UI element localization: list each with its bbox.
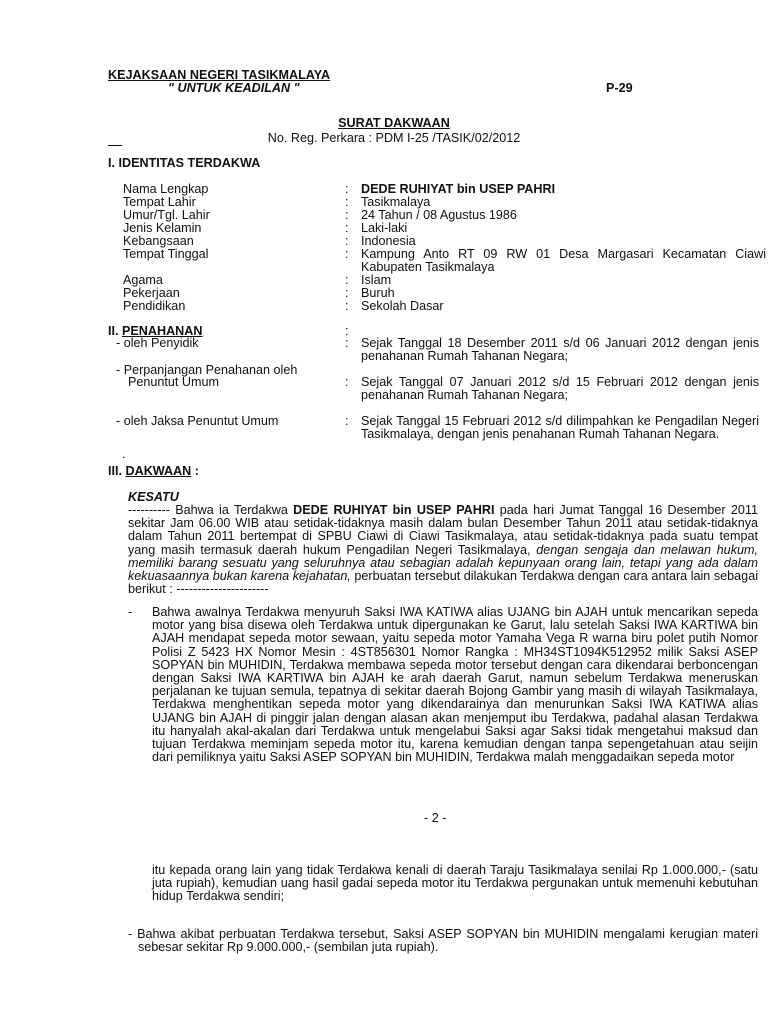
detention-label: - oleh Penyidik [116,336,199,350]
identity-label: Pekerjaan [123,286,180,300]
section3-heading-suffix: : [191,464,199,478]
colon: : [345,208,349,222]
identity-label: Umur/Tgl. Lahir [123,208,210,222]
section3-heading-text: DAKWAAN [125,464,192,478]
identity-value: Laki-laki [361,221,408,235]
charge-details: pada hari Jumat Tanggal 16 Desember 2011 sekitar Jam 06.00 WIB atau setidak-tidaknya masih dalam bulan Desember Tahun 2011 atau setidak-tidaknya dalam Tahun 2011 bertempat di SPBU Ciawi di Ciawi Tasikmalaya, atau setidak-tidaknya pada suatu tempat yang masih termasuk daerah hukum Pengadilan Negeri Tasikmalaya, [128,503,758,557]
section1-heading-text: I. IDENTITAS TERDAKWA [108,156,261,170]
identity-label: Pendidikan [123,299,186,313]
charge-kesatu: KESATU [128,490,179,504]
detention-label: Penuntut Umum [128,375,219,389]
heading-stub [108,145,122,146]
colon: : [345,375,349,389]
charge-legal-element: dengan sengaja dan melawan hukum, memiliki barang sesuatu yang seluruhnya atau sebagian adalah kepunyaan orang lain, tetapi yang ada dalam kekuasaannya bukan karena kejahatan, [128,542,758,584]
detention-value: Sejak Tanggal 15 Februari 2012 s/d dilimpahkan ke Pengadilan Negeri Tasikmalaya, dengan jenis penahanan Rumah Tahanan Negara. [361,414,759,441]
defendant-name: DEDE RUHIYAT bin USEP PAHRI [293,503,495,517]
colon: : [345,414,349,428]
colon: : [345,299,349,313]
identity-value: DEDE RUHIYAT bin USEP PAHRI [361,182,556,196]
detention-value: Sejak Tanggal 18 Desember 2011 s/d 06 Januari 2012 dengan jenis penahanan Rumah Tahanan Negara; [361,336,759,363]
loss-paragraph: - Bahwa akibat perbuatan Terdakwa tersebut, Saksi ASEP SOPYAN bin MUHIDIN mengalami kerugian materi sebesar sekitar Rp 9.000.000,- (sembilan juta rupiah). [128,927,758,955]
colon: : [345,286,349,300]
section2-heading-text: PENAHANAN [122,324,203,338]
colon: : [345,182,349,196]
identity-value: Islam [361,273,392,287]
bullet: - [128,605,133,619]
detention-label: - oleh Jaksa Penuntut Umum [116,414,279,428]
colon: : [345,324,349,338]
identity-value: 24 Tahun / 08 Agustus 1986 [361,208,517,222]
identity-label: Tempat Lahir [123,195,196,209]
section3-heading [108,465,199,478]
colon: : [345,221,349,235]
detention-label: - Perpanjangan Penahanan oleh [116,363,298,377]
office-motto: " UNTUK KEADILAN " [168,81,300,95]
identity-value: Indonesia [361,234,416,248]
colon: : [345,273,349,287]
charge-method: perbuatan tersebut dilakukan Terdakwa dengan cara antara lain sebagai berikut : ---------------------- [128,569,758,597]
colon: : [345,195,349,209]
identity-label: Agama [123,273,163,287]
charge-lead: ---------- Bahwa ia Terdakwa [128,503,294,517]
identity-value: Sekolah Dasar [361,299,444,313]
charge-paragraph [128,504,758,596]
colon: : [345,234,349,248]
identity-label: Kebangsaan [123,234,194,248]
identity-value: Kampung Anto RT 09 RW 01 Desa Margasari Kecamatan Ciawi Kabupaten Tasikmalaya [361,247,766,274]
form-code: P-29 [606,81,633,95]
identity-value: Tasikmalaya [361,195,431,209]
stray-dot: . [122,447,126,461]
page-number: - 2 - [424,811,447,825]
detention-value: Sejak Tanggal 07 Januari 2012 s/d 15 Februari 2012 dengan jenis penahanan Rumah Tahanan Negara; [361,375,759,402]
identity-value: Buruh [361,286,395,300]
section3-number: III. [108,464,122,478]
facts-paragraph: Bahwa awalnya Terdakwa menyuruh Saksi IWA KATIWA alias UJANG bin AJAH untuk mencarikan sepeda motor yang bisa disewa oleh Terdakwa untuk dipergunakan ke Garut, lalu setelah Saksi IWA KARTIWA bin AJAH mendapat sepeda motor sewaan, yaitu sepeda motor Yamaha Vega R warna biru polet putih Nomor Polisi Z 5423 HX Nomor Mesin : 4ST856301 Nomor Rangka : MH34ST1094K512952 milik Saksi ASEP SOPYAN bin MUHIDIN, Terdakwa membawa sepeda motor tersebut dengan cara dikendarai berboncengan dengan Saksi IWA KARTIWA bin AJAH ke arah daerah Garut, namun sebelum Terdakwa meneruskan perjalanan ke tujuan semula, tepatnya di sekitar daerah Bojong Gambir yang masih di wilayah Tasikmalaya, Terdakwa menghentikan sepeda motor yang dikendarainya dan menurunkan Saksi IWA KATIWA alias UJANG bin AJAH di pinggir jalan dengan alasan akan menjemput ibu Terdakwa, padahal alasan Terdakwa itu hanyalah akal-akalan dari Terdakwa untuk mengelabui Saksi agar Saksi tidak mengetahui maksud dan tujuan Terdakwa meminjam sepeda motor itu, karena kemudian dengan tanpa sepengetahuan atau seijin dari pemiliknya yaitu Saksi ASEP SOPYAN bin MUHIDIN, Terdakwa malah menggadaikan sepeda motor [152,605,758,765]
identity-label: Nama Lengkap [123,182,209,196]
document-title: SURAT DAKWAAN [338,116,450,130]
continuation-paragraph: itu kepada orang lain yang tidak Terdakwa kenali di daerah Taraju Tasikmalaya senilai Rp 1.000.000,- (satu juta rupiah), kemudian uang hasil gadai sepeda motor itu Terdakwa pergunakan untuk memenuhi kebutuhan hidup Terdakwa sendiri; [152,863,758,904]
section2-number: II. [108,324,119,338]
identity-label: Tempat Tinggal [123,247,209,261]
identity-label: Jenis Kelamin [123,221,202,235]
colon: : [345,247,349,261]
section1-heading [108,157,260,170]
office-name: KEJAKSAAN NEGERI TASIKMALAYA [108,68,331,82]
registration-number: No. Reg. Perkara : PDM I-25 /TASIK/02/2012 [267,131,521,145]
colon: : [345,336,349,350]
